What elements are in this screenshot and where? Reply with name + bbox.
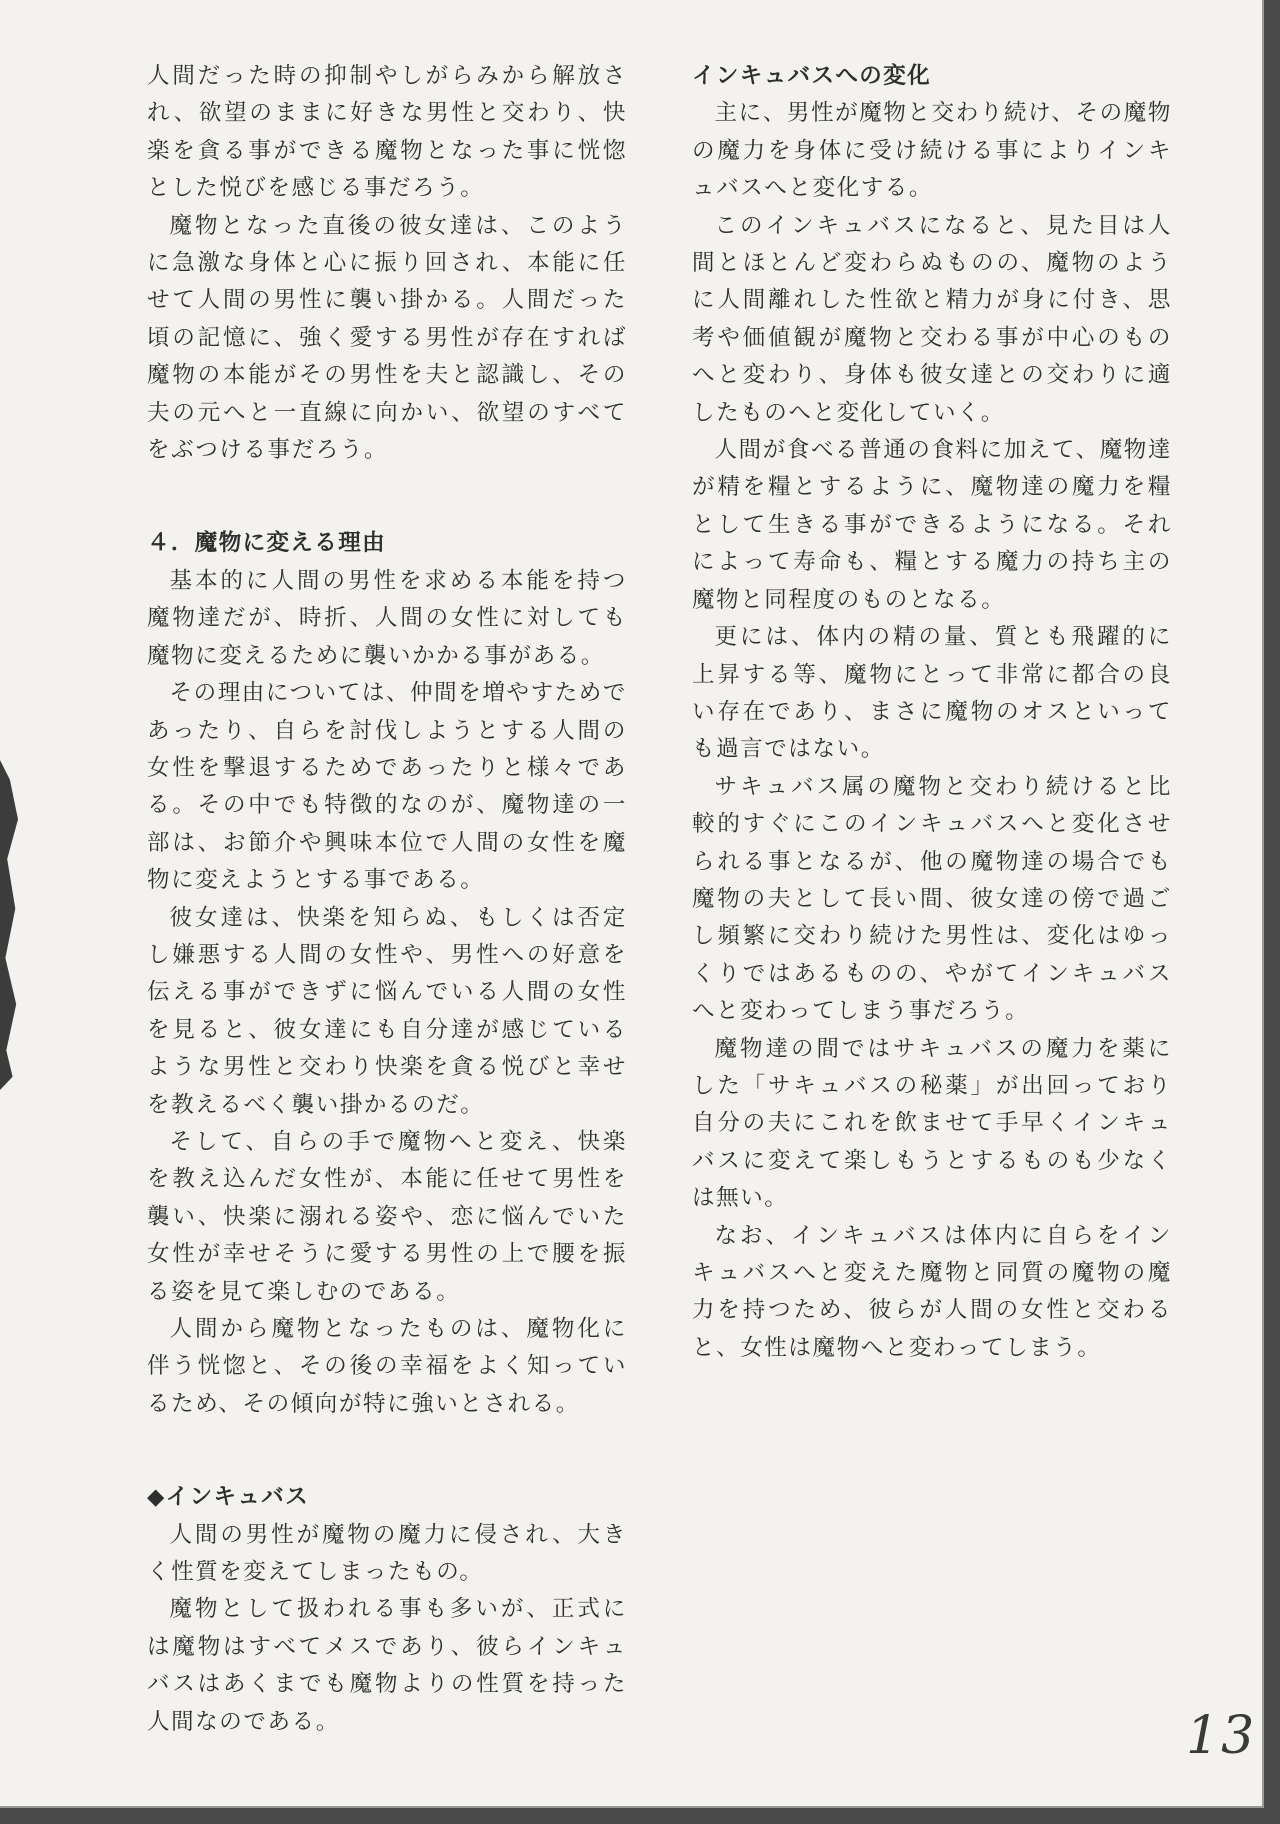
section-heading: ４．魔物に変える理由 bbox=[147, 530, 387, 557]
paragraph: このインキュバスになると、見た目は人間とほとんど変わらぬものの、魔物のように人間離れした性欲と精力が身に付き、思考や価値観が魔物と交わる事が中心のものへと変わり、身体も彼女達との交わりに適したものへと変化していく。 bbox=[692, 212, 1172, 426]
paragraph: 魔物として扱われる事も多いが、正式には魔物はすべてメスであり、彼らインキュバスはあくまでも魔物よりの性質を持った人間なのである。 bbox=[147, 1596, 627, 1735]
paragraph: 人間が食べる普通の食料に加えて、魔物達が精を糧とするように、魔物達の魔力を糧として生きる事ができるようになる。それによって寿命も、糧とする魔力の持ち主の魔物と同程度のものとなる。 bbox=[692, 437, 1172, 613]
paragraph: 魔物となった直後の彼女達は、このように急激な身体と心に振り回され、本能に任せて人間の男性に襲い掛かる。人間だった頃の記憶に、強く愛する男性が存在すれば魔物の本能がその男性を夫と認識し、その夫の元へと一直線に向かい、欲望のすべてをぶつける事だろう。 bbox=[147, 212, 627, 464]
paragraph: 人間だった時の抑制やしがらみから解放され、欲望のままに好きな男性と交わり、快楽を貪る事ができる魔物となった事に恍惚とした悦びを感じる事だろう。 bbox=[147, 63, 627, 202]
torn-edge bbox=[0, 760, 18, 1090]
paragraph: 主に、男性が魔物と交わり続け、その魔物の魔力を身体に受け続ける事によりインキュバスへと変化する。 bbox=[692, 100, 1172, 202]
left-column bbox=[147, 58, 627, 1741]
paragraph: サキュバス属の魔物と交わり続けると比較的すぐにこのインキュバスへと変化させられる事となるが、他の魔物達の場合でも魔物の夫として長い間、彼女達の傍で過ごし頻繁に交わり続けた男性は、変化はゆっくりではあるものの、やがてインキュバスへと変わってしまう事だろう。 bbox=[692, 773, 1172, 1025]
section-heading: インキュバスへの変化 bbox=[692, 63, 932, 89]
paragraph: 人間の男性が魔物の魔力に侵され、大きく性質を変えてしまったもの。 bbox=[147, 1521, 627, 1586]
paragraph: なお、インキュバスは体内に自らをインキュバスへと変えた魔物と同質の魔物の魔力を持つため、彼らが人間の女性と交わると、女性は魔物へと変わってしまう。 bbox=[692, 1222, 1172, 1361]
paragraph: 基本的に人間の男性を求める本能を持つ魔物達だが、時折、人間の女性に対しても魔物に変えるために襲いかかる事がある。 bbox=[147, 567, 627, 669]
page-number: 13 bbox=[1186, 1706, 1257, 1766]
right-column bbox=[692, 58, 1172, 1367]
paragraph: 人間から魔物となったものは、魔物化に伴う恍惚と、その後の幸福をよく知っているため、その傾向が特に強いとされる。 bbox=[147, 1316, 627, 1417]
paragraph: 更には、体内の精の量、質とも飛躍的に上昇する等、魔物にとって非常に都合の良い存在であり、まさに魔物のオスといっても過言ではない。 bbox=[692, 624, 1172, 763]
paragraph: そして、自らの手で魔物へと変え、快楽を教え込んだ女性が、本能に任せて男性を襲い、快楽に溺れる姿や、恋に悩んでいた女性が幸せそうに愛する男性の上で腰を振る姿を見て楽しむのである。 bbox=[147, 1128, 627, 1305]
paragraph: 彼女達は、快楽を知らぬ、もしくは否定し嫌悪する人間の女性や、男性への好意を伝える事ができずに悩んでいる人間の女性を見ると、彼女達にも自分達が感じているような男性と交わり快楽を貪る悦びと幸せを教えるべく襲い掛かるのだ。 bbox=[147, 904, 627, 1118]
paragraph: その理由については、仲間を増やすためであったり、自らを討伐しようとする人間の女性を撃退するためであったりと様々である。その中でも特徴的なのが、魔物達の一部は、お節介や興味本位で人間の女性を魔物に変えようとする事である。 bbox=[147, 680, 627, 894]
section-heading: ◆インキュバス bbox=[147, 1484, 310, 1511]
paragraph: 魔物達の間ではサキュバスの魔力を薬にした「サキュバスの秘薬」が出回っており自分の夫にこれを飲ませて手早くインキュバスに変えて楽しもうとするものも少なくは無い。 bbox=[692, 1035, 1172, 1212]
